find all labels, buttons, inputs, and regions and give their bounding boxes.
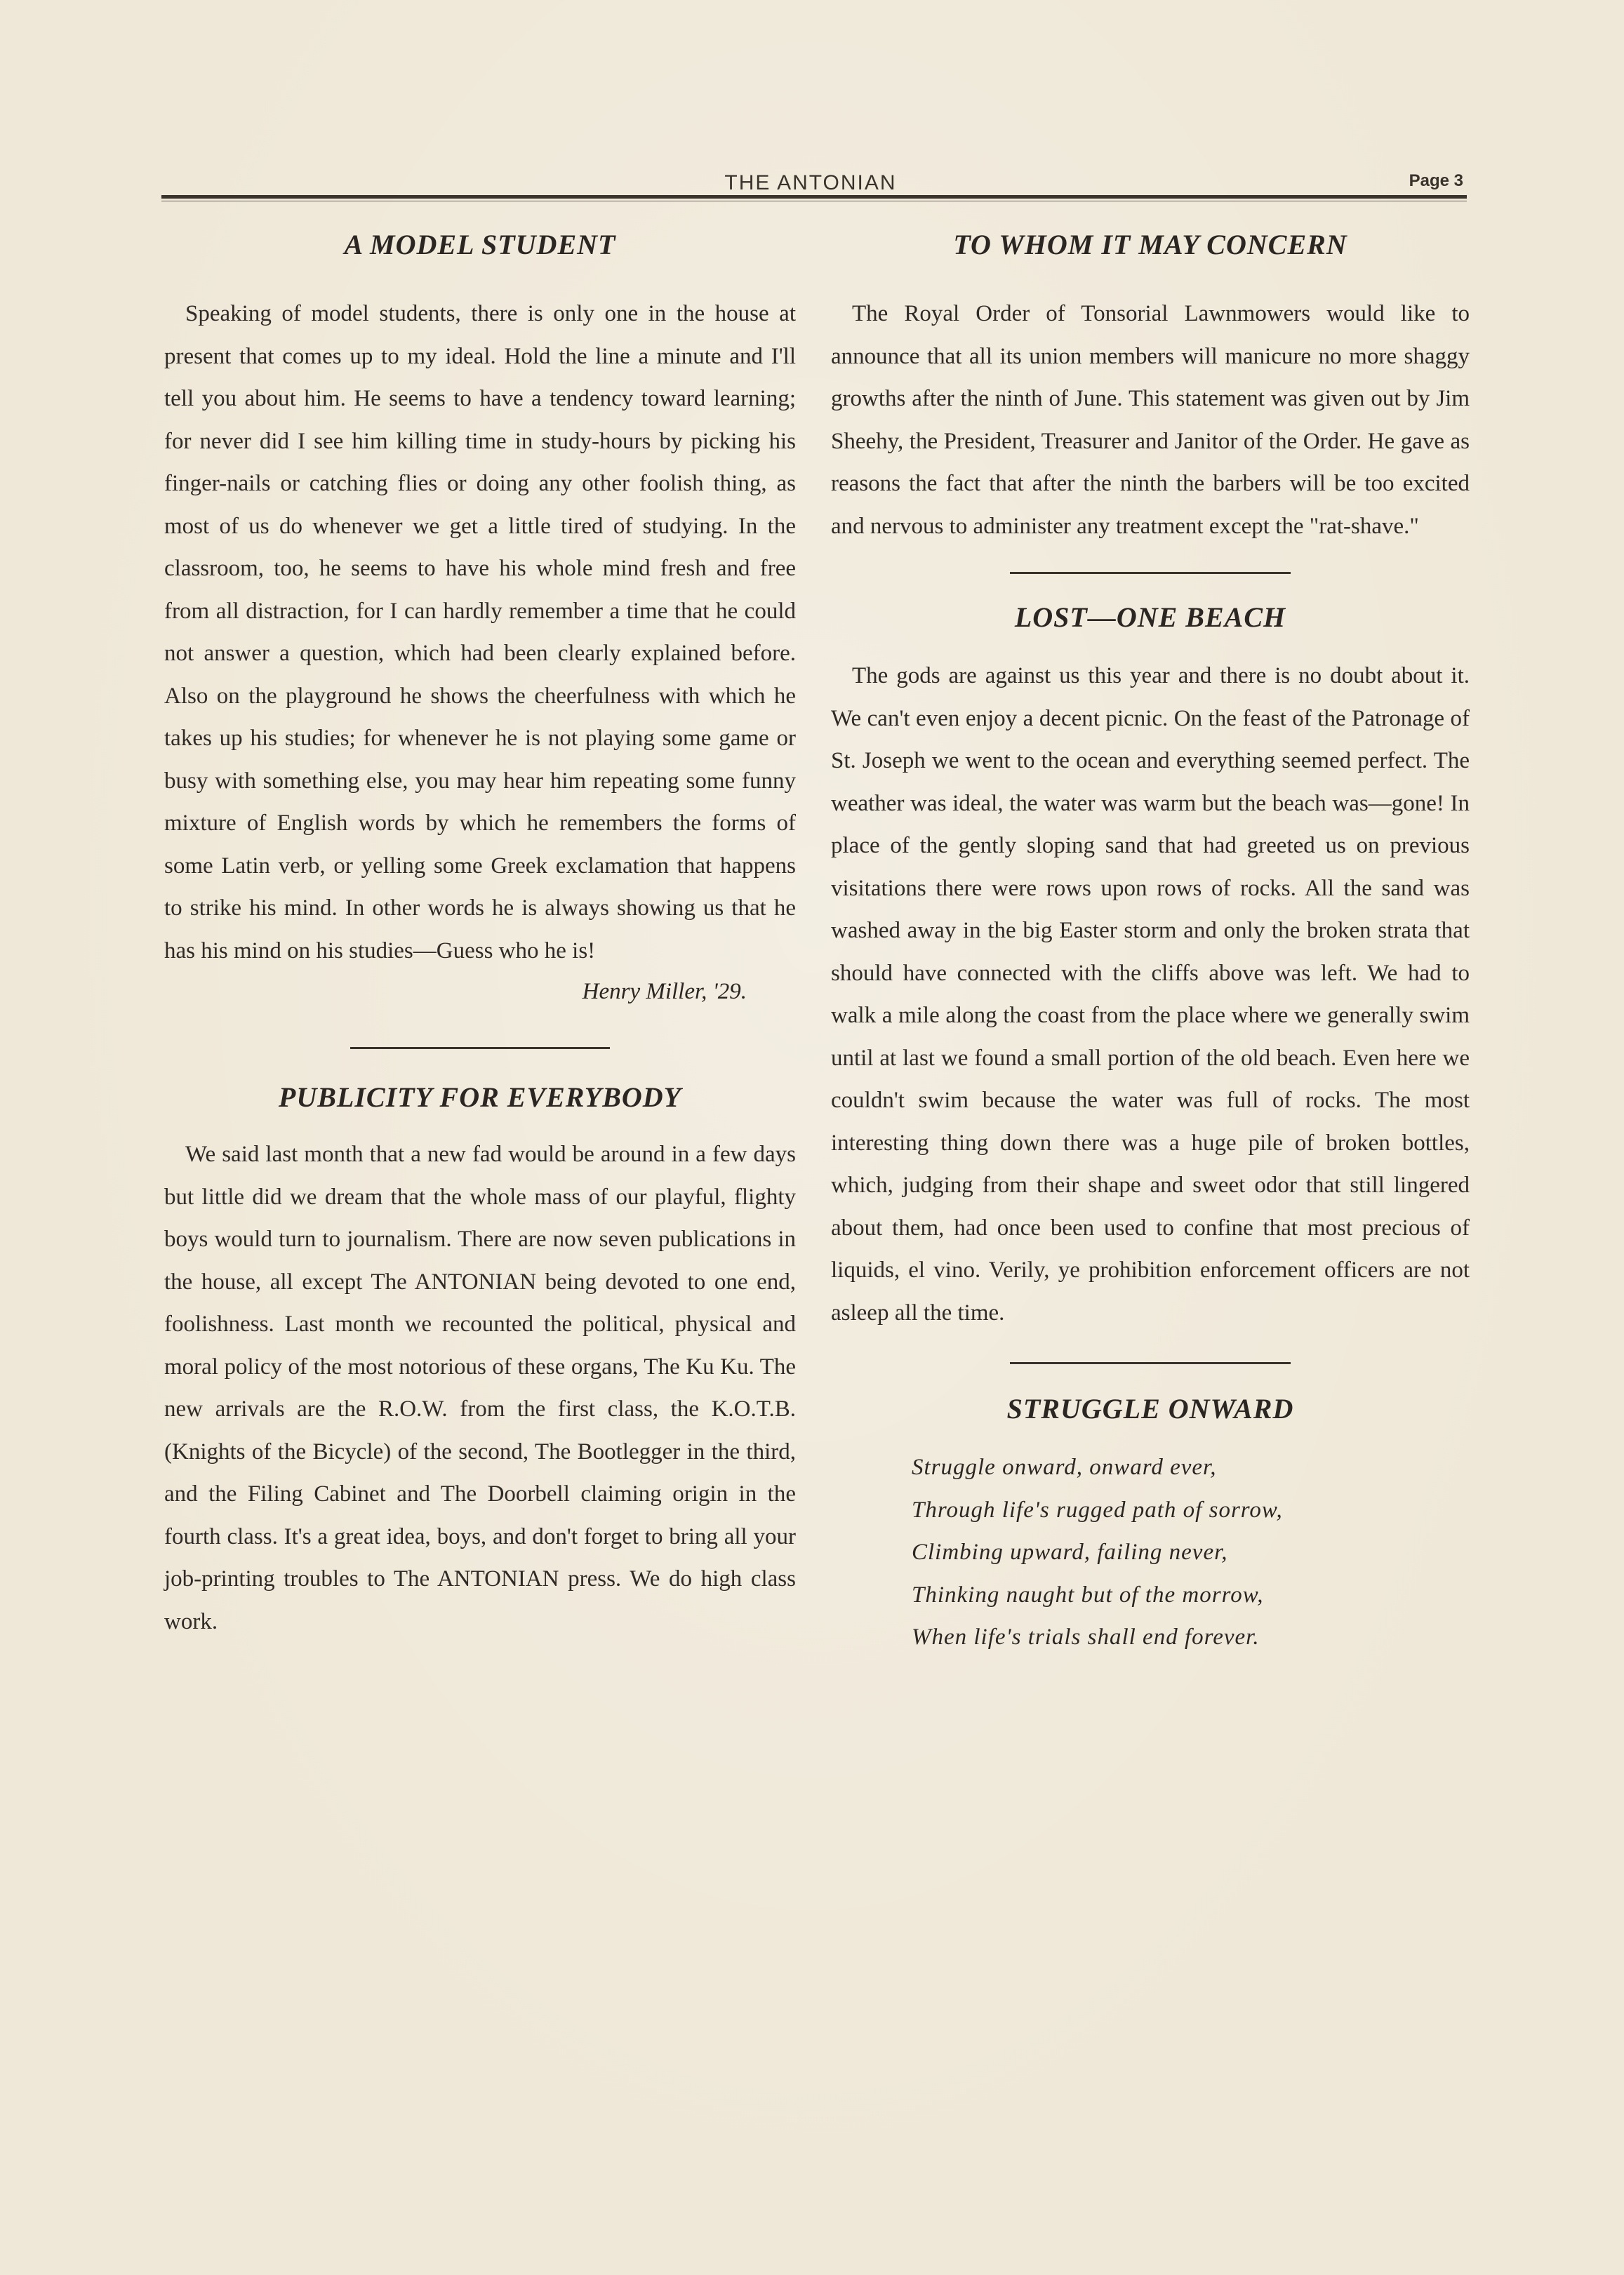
article-divider	[1010, 1362, 1291, 1364]
poem-line: Climbing upward, failing never,	[912, 1540, 1228, 1565]
right-column	[831, 218, 1470, 1659]
header-rule	[161, 195, 1467, 199]
poem-line: Thinking naught but of the morrow,	[912, 1582, 1264, 1608]
model-student-signature: Henry Miller, '29.	[582, 979, 747, 1004]
poem-line: When life's trials shall end forever.	[912, 1624, 1260, 1650]
lost-beach-body: The gods are against us this year and there is no doubt about it. We can't even enjoy a decent picnic. On the feast of the Patronage of St. Joseph we went to the ocean and everything seemed perfect. The weather was ideal, the water was warm but the beach was—gone! In place of the gently sloping sand that had greeted us on previous visitations there were rows upon rows of rocks. All the sand was washed away in the big Easter storm and only the broken strata that should have connected with the cliffs above was left. We had to walk a mile along the coast from the place where we generally swim until at last we found a small portion of the old beach. Even here we couldn't swim because the water was full of rocks. The most interesting thing down there was a huge pile of broken bottles, which, judging from their shape and sweet odor that still lingered about them, had once been used to confine that most precious of liquids, el vino. Verily, ye prohibition enforcement officers are not asleep all the time.	[831, 663, 1470, 1326]
poem	[912, 1446, 1470, 1659]
concern-title: TO WHOM IT MAY CONCERN	[953, 229, 1347, 260]
publicity-body: We said last month that a new fad would be around in a few days but little did we dream that the whole mass of our playful, flighty boys would turn to journalism. There are now seven publications in the house, all except The ANTONIAN being devoted to one end, foolishness. Last month we recounted the political, physical and moral policy of the most notorious of these organs, The Ku Ku. The new arrivals are the R.O.W. from the first class, the K.O.T.B. (Knights of the Bicycle) of the second, The Bootlegger in the third, and the Filing Cabinet and The Doorbell claiming origin in the fourth class. It's a great idea, boys, and don't forget to bring all your job-printing troubles to The ANTONIAN press. We do high class work.	[164, 1142, 796, 1634]
model-student-body: Speaking of model students, there is only one in the house at present that comes up to my ideal. Hold the line a minute and I'll tell you about him. He seems to have a tendency toward learning; for never did I see him killing time in study-hours by picking his finger-nails or catching flies or doing any other foolish thing, as most of us do whenever we get a little tired of studying. In the classroom, too, he seems to have his whole mind fresh and free from all distraction, for I can hardly remember a time that he could not answer a question, which had been clearly explained before. Also on the playground he shows the cheerfulness with which he takes up his studies; for whenever he is not playing some game or busy with something else, you may hear him repeating some funny mixture of English words by which he remembers the forms of some Latin verb, or yelling some Greek exclamation that happens to strike his mind. In other words he is always showing us that he has his mind on his studies—Guess who he is!	[164, 301, 796, 963]
struggle-title: STRUGGLE ONWARD	[1006, 1393, 1294, 1425]
article-divider	[1010, 572, 1291, 574]
page-number: Page 3	[1409, 171, 1463, 190]
newspaper-title: THE ANTONIAN	[724, 171, 897, 194]
model-student-title: A MODEL STUDENT	[344, 229, 616, 260]
publicity-title: PUBLICITY FOR EVERYBODY	[278, 1081, 682, 1113]
poem-line: Through life's rugged path of sorrow,	[912, 1497, 1283, 1523]
lost-beach-title: LOST—ONE BEACH	[1014, 601, 1286, 633]
left-column	[164, 218, 796, 1643]
article-divider	[350, 1047, 610, 1049]
poem-line: Struggle onward, onward ever,	[912, 1455, 1217, 1480]
concern-body: The Royal Order of Tonsorial Lawnmowers would like to announce that all its union members will manicure no more shaggy growths after the ninth of June. This statement was given out by Jim Sheehy, the President, Treasurer and Janitor of the Order. He gave as reasons the fact that after the ninth the barbers will be too excited and nervous to administer any treatment except the "rat-shave."	[831, 301, 1470, 539]
